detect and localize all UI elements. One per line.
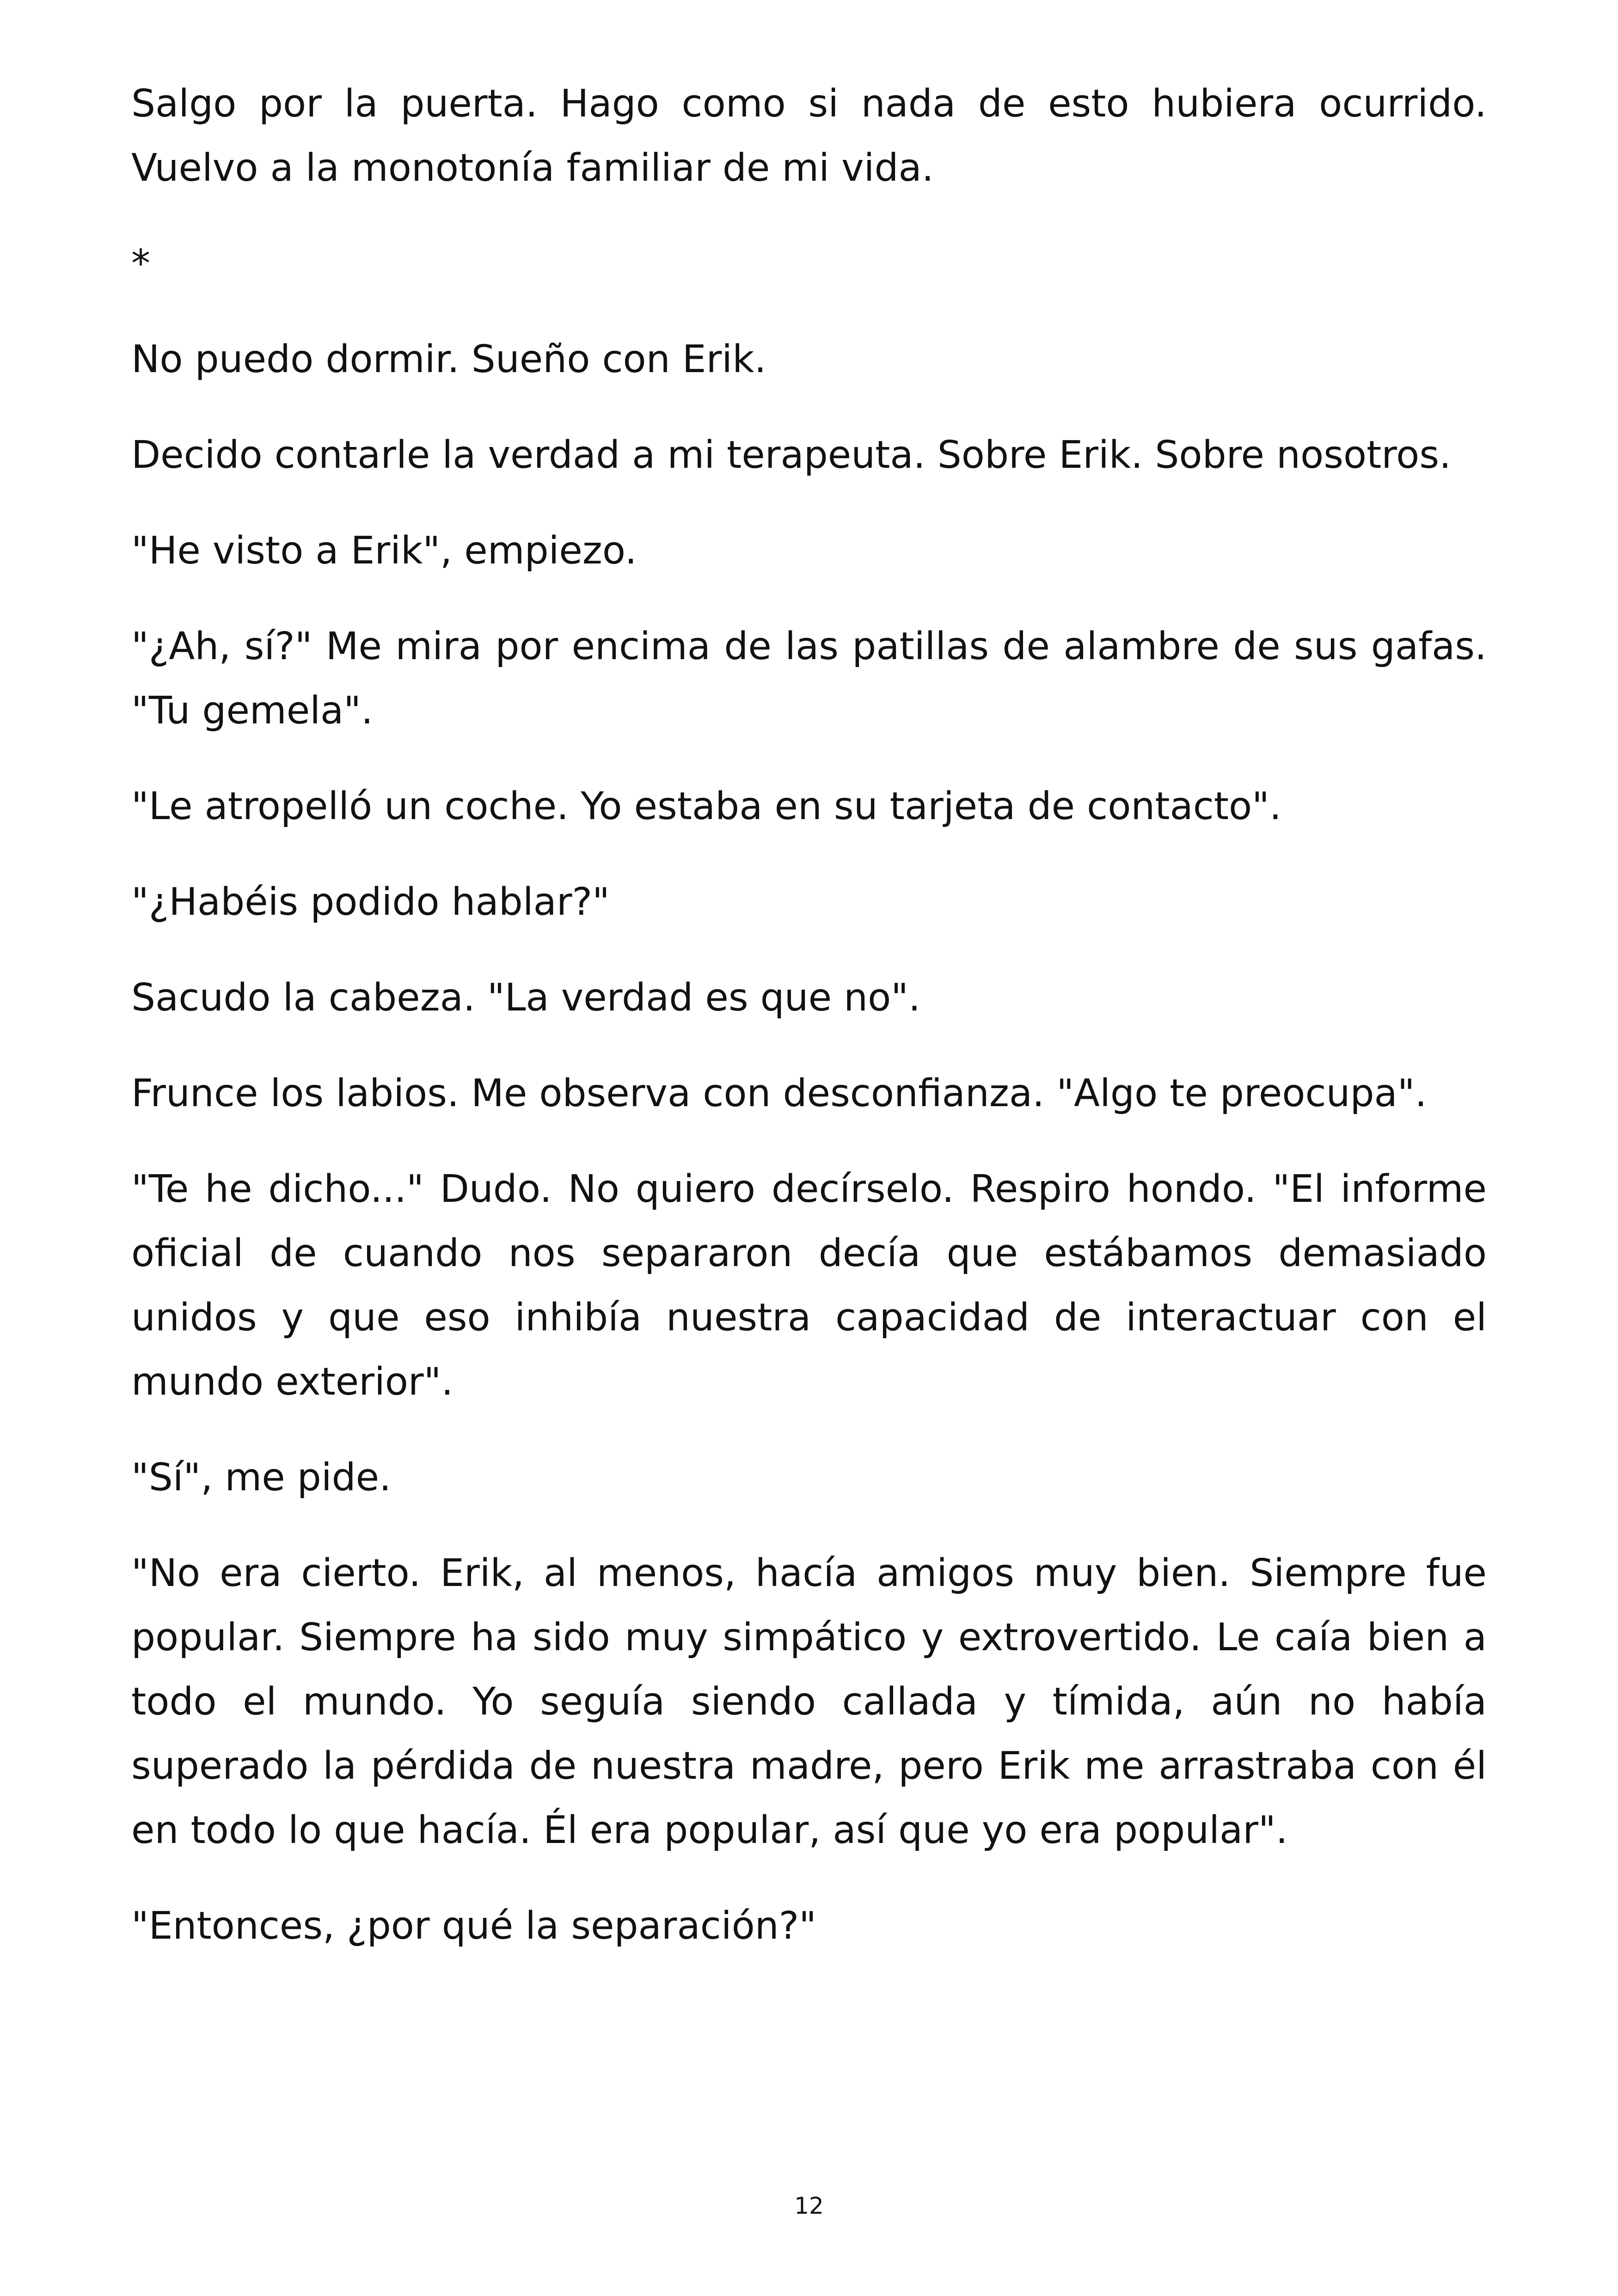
paragraph: "¿Ah, sí?" Me mira por encima de las patillas de alambre de sus gafas. "Tu gemela". [131, 625, 1487, 733]
paragraph: "Entonces, ¿por qué la separación?" [131, 1904, 817, 1948]
paragraph: "¿Habéis podido hablar?" [131, 880, 610, 924]
body-text [131, 72, 1487, 1990]
paragraph: "Te he dicho..." Dudo. No quiero decírselo. Respiro hondo. "El informe oficial de cuando nos separaron decía que estábamos demasiado unidos y que eso inhibía nuestra capacidad de interactuar con el mundo exterior". [131, 1167, 1487, 1404]
paragraph: Sacudo la cabeza. "La verdad es que no". [131, 976, 921, 1020]
paragraph: Frunce los labios. Me observa con desconfianza. "Algo te preocupa". [131, 1071, 1427, 1115]
paragraph: No puedo dormir. Sueño con Erik. [131, 337, 766, 381]
paragraph: "Le atropelló un coche. Yo estaba en su tarjeta de contacto". [131, 784, 1281, 828]
paragraph: Decido contarle la verdad a mi terapeuta. Sobre Erik. Sobre nosotros. [131, 433, 1452, 477]
page-number: 12 [794, 2192, 824, 2219]
paragraph: "He visto a Erik", empiezo. [131, 529, 637, 573]
scene-break-asterisk: * [131, 242, 150, 286]
paragraph: "Sí", me pide. [131, 1456, 392, 1500]
paragraph: Salgo por la puerta. Hago como si nada de esto hubiera ocurrido. Vuelvo a la monotonía familiar de mi vida. [131, 82, 1487, 190]
paragraph: "No era cierto. Erik, al menos, hacía amigos muy bien. Siempre fue popular. Siempre ha sido muy simpático y extrovertido. Le caía bien a todo el mundo. Yo seguía siendo callada y tímida, aún no había superado la pérdida de nuestra madre, pero Erik me arrastraba con él en todo lo que hacía. Él era popular, así que yo era popular". [131, 1551, 1487, 1852]
